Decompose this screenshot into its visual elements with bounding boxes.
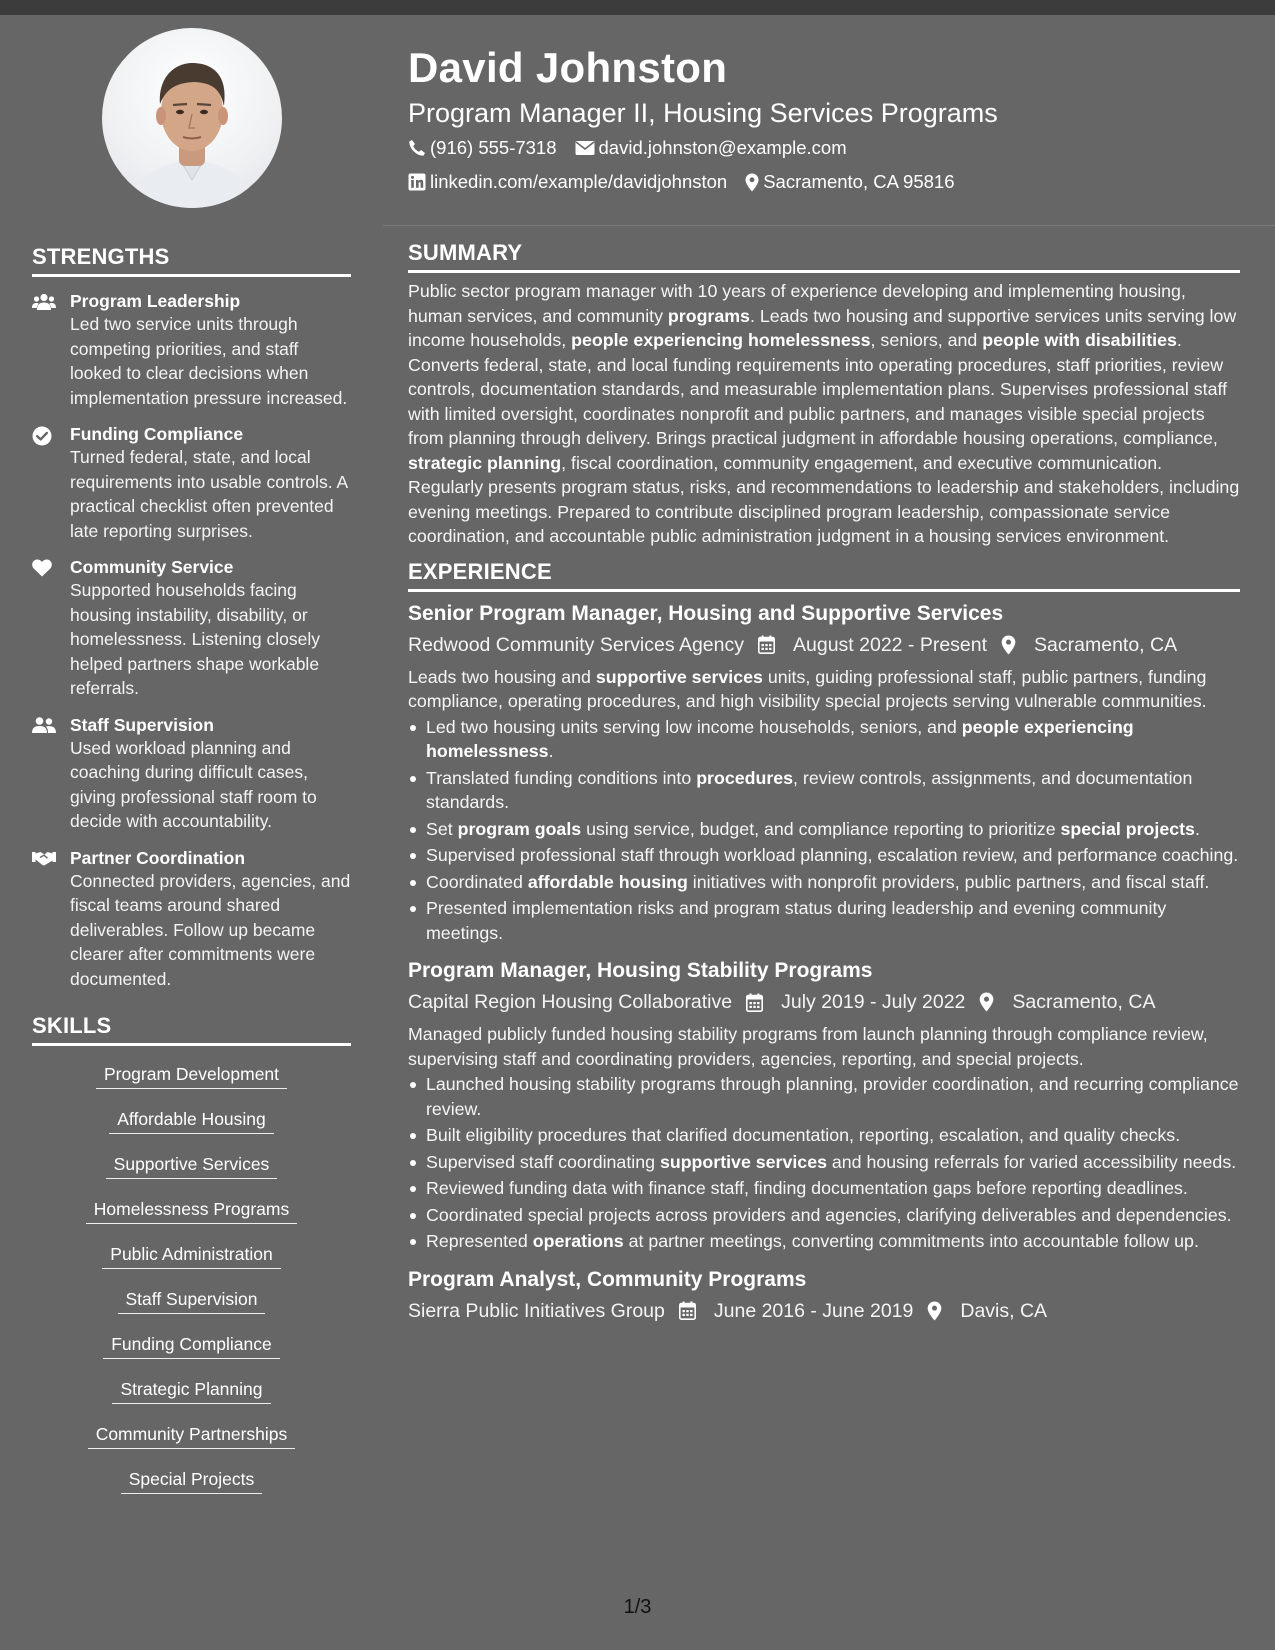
summary-text: Public sector program manager with 10 years of experience developing and implementing housing, human services, and community programs. Leads two housing and supportive services units serving low income households, people experiencing homelessness, seniors, and people with disabilities. Converts federal, state, and local funding requirements into operating procedures, staff priorities, review controls, documentation standards, and measurable implementation plans. Supervises professional staff with limited oversight, coordinates nonprofit and public partners, and manages visible special projects from planning through delivery. Brings practical judgment in affordable housing operations, compliance, strategic planning, fiscal coordination, community engagement, and executive communication. Regularly presents program status, risks, and recommendations to leadership and stakeholders, including evening meetings. Prepared to contribute disciplined program leadership, compassionate service coordination, and accountable public administration judgment in a housing services environment. xyxy=(408,281,1240,546)
job-bullets xyxy=(408,715,1240,946)
bullet-item: Supervised staff coordinating supportive services and housing referrals for varied accessibility needs. xyxy=(408,1150,1240,1175)
contact-row-2 xyxy=(408,166,1238,198)
skills-heading: SKILLS xyxy=(32,1013,351,1046)
experience-heading: EXPERIENCE xyxy=(408,559,1240,592)
user-group-icon xyxy=(32,714,70,834)
location-text: Sacramento, CA xyxy=(1034,633,1178,656)
skill-tag: Program Development xyxy=(96,1062,287,1089)
main-content xyxy=(408,240,1240,1325)
skill-tag: Public Administration xyxy=(102,1242,280,1269)
sidebar xyxy=(32,28,351,1506)
location-text: Sacramento, CA 95816 xyxy=(763,171,955,192)
map-pin-icon xyxy=(745,173,759,192)
email-contact[interactable] xyxy=(575,132,847,164)
phone-icon xyxy=(408,139,426,157)
candidate-title: Program Manager II, Housing Services Programs xyxy=(408,98,998,128)
bullet-item: Presented implementation risks and program status during leadership and evening community meetings. xyxy=(408,896,1240,945)
profile-photo xyxy=(102,28,282,208)
strengths-heading: STRENGTHS xyxy=(32,244,351,277)
calendar-icon xyxy=(746,993,771,1012)
job-dates xyxy=(746,988,965,1016)
calendar-icon xyxy=(679,1301,704,1320)
job-bullets xyxy=(408,1072,1240,1254)
job-title: Program Analyst, Community Programs xyxy=(408,1267,807,1291)
skill-tag: Funding Compliance xyxy=(103,1332,280,1359)
candidate-name: David Johnston xyxy=(408,44,728,91)
bullet-item: Launched housing stability programs through planning, provider coordination, and recurring compliance review. xyxy=(408,1072,1240,1121)
bullet-item: Coordinated affordable housing initiatives with nonprofit providers, public partners, and fiscal staff. xyxy=(408,870,1240,895)
strength-title: Program Leadership xyxy=(70,291,241,311)
bullet-item: Represented operations at partner meetings, converting commitments into accountable follow up. xyxy=(408,1229,1240,1254)
strength-description: Connected providers, agencies, and fiscal teams around shared deliverables. Follow up became clearer after commitments were documented. xyxy=(70,870,351,989)
dates-text: August 2022 - Present xyxy=(793,633,988,656)
job-organization xyxy=(408,631,744,659)
strength-title: Partner Coordination xyxy=(70,847,246,868)
strength-item xyxy=(32,290,351,410)
job-entry xyxy=(408,957,1240,1254)
skill-tag: Staff Supervision xyxy=(118,1287,266,1314)
check-circle-icon xyxy=(32,423,70,543)
bullet-item: Built eligibility procedures that clarified documentation, reporting, escalation, and quality checks. xyxy=(408,1123,1240,1148)
experience-list xyxy=(408,600,1240,1325)
job-dates xyxy=(758,631,987,659)
users-icon xyxy=(32,290,70,410)
strength-title: Staff Supervision xyxy=(70,714,214,735)
skill-tag: Affordable Housing xyxy=(109,1107,274,1134)
job-organization xyxy=(408,988,732,1016)
organization-text: Sierra Public Initiatives Group xyxy=(408,1299,665,1322)
job-description: Leads two housing and supportive services units, guiding professional staff, public partners, funding compliance, operating procedures, and high visibility special projects serving vulnerable communities. xyxy=(408,666,1207,711)
bullet-item: Reviewed funding data with finance staff, finding documentation gaps before reporting deadlines. xyxy=(408,1176,1240,1201)
dates-text: June 2016 - June 2019 xyxy=(713,1299,914,1322)
location-contact xyxy=(745,166,954,198)
top-bar xyxy=(0,0,1275,15)
organization-text: Redwood Community Services Agency xyxy=(408,633,744,656)
heart-icon xyxy=(32,556,70,701)
page-number: 1/3 xyxy=(623,1596,652,1618)
job-title: Senior Program Manager, Housing and Supportive Services xyxy=(408,601,1004,625)
resume-header xyxy=(408,40,1238,198)
map-pin-icon xyxy=(1001,635,1024,655)
phone-text: (916) 555-7318 xyxy=(430,137,557,158)
job-meta xyxy=(408,1297,1240,1325)
skill-tag: Homelessness Programs xyxy=(86,1197,297,1224)
location-text: Sacramento, CA xyxy=(1012,991,1156,1013)
skill-tag: Community Partnerships xyxy=(88,1422,296,1449)
contact-row-1 xyxy=(408,132,1238,164)
skill-tag: Strategic Planning xyxy=(112,1377,270,1404)
organization-text: Capital Region Housing Collaborative xyxy=(408,991,733,1013)
job-location xyxy=(1001,631,1177,659)
strength-title: Community Service xyxy=(70,557,234,577)
calendar-icon xyxy=(758,635,783,654)
job-organization xyxy=(408,1297,665,1325)
strength-description: Supported households facing housing instability, disability, or homelessness. Listening closely helped partners shape workable referrals. xyxy=(70,580,320,698)
header-divider xyxy=(383,225,1275,226)
job-dates xyxy=(679,1297,914,1325)
bullet-item: Set program goals using service, budget, and compliance reporting to prioritize special projects. xyxy=(408,817,1240,842)
linkedin-contact[interactable] xyxy=(408,166,727,198)
location-text: Davis, CA xyxy=(960,1299,1048,1322)
strength-item xyxy=(32,847,351,992)
linkedin-text[interactable]: linkedin.com/example/davidjohnston xyxy=(430,171,728,192)
job-meta xyxy=(408,988,1240,1016)
envelope-icon xyxy=(575,140,595,156)
job-meta xyxy=(408,631,1240,659)
skill-tag: Supportive Services xyxy=(106,1152,278,1179)
bullet-item: Coordinated special projects across providers and agencies, clarifying deliverables and dependencies. xyxy=(408,1203,1240,1228)
skill-tag: Special Projects xyxy=(121,1467,262,1494)
strength-description: Used workload planning and coaching during difficult cases, giving professional staff room to decide with accountability. xyxy=(70,737,317,831)
job-location xyxy=(979,988,1155,1016)
bullet-item: Supervised professional staff through workload planning, escalation review, and performance coaching. xyxy=(408,843,1240,868)
dates-text: July 2019 - July 2022 xyxy=(781,991,966,1013)
job-entry xyxy=(408,600,1240,946)
bullet-item: Led two housing units serving low income households, seniors, and people experiencing homelessness. xyxy=(408,715,1240,764)
map-pin-icon xyxy=(927,1301,950,1321)
linkedin-icon xyxy=(408,173,426,191)
job-entry xyxy=(408,1266,1240,1325)
email-text[interactable]: david.johnston@example.com xyxy=(598,137,847,158)
strength-description: Led two service units through competing priorities, and staff looked to clear decisions when implementation pressure increased. xyxy=(70,314,348,408)
summary-heading: SUMMARY xyxy=(408,240,1240,273)
strength-item xyxy=(32,423,351,543)
job-title: Program Manager, Housing Stability Programs xyxy=(408,959,873,982)
bullet-item: Translated funding conditions into procedures, review controls, assignments, and documentation standards. xyxy=(408,766,1240,815)
job-location xyxy=(927,1297,1047,1325)
job-description: Managed publicly funded housing stability programs from launch planning through compliance review, supervising staff and coordinating providers, agencies, reporting, and special projects. xyxy=(408,1024,1208,1069)
map-pin-icon xyxy=(979,992,1002,1012)
strength-item xyxy=(32,556,351,701)
strength-item xyxy=(32,714,351,834)
phone-contact xyxy=(408,132,557,164)
skills-list xyxy=(32,1056,351,1506)
strength-description: Turned federal, state, and local requirements into usable controls. A practical checklist often prevented late reporting surprises. xyxy=(70,447,348,541)
strength-title: Funding Compliance xyxy=(70,424,244,444)
handshake-icon xyxy=(32,847,70,992)
